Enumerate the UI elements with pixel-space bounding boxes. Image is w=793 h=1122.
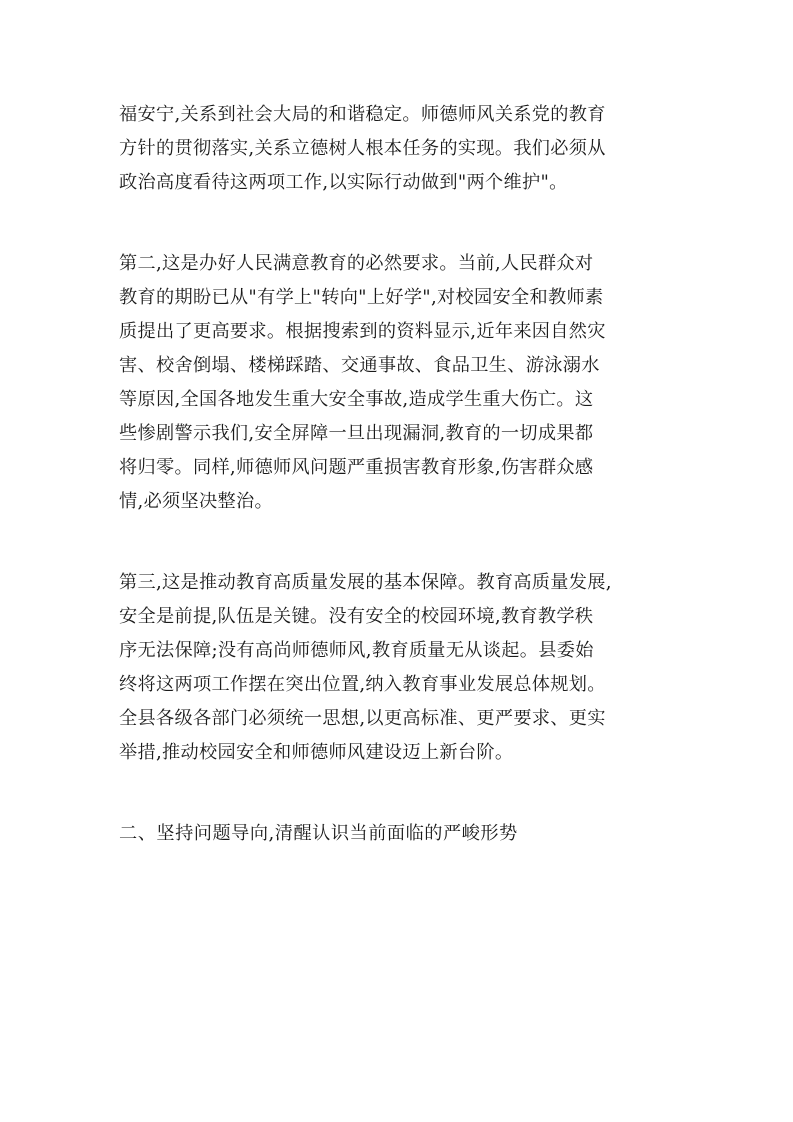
paragraph-1 bbox=[119, 98, 681, 200]
text-line: 序无法保障;没有高尚师德师风,教育质量无从谈起。县委始 bbox=[119, 640, 594, 661]
paragraph-3 bbox=[119, 566, 681, 770]
document-body bbox=[119, 98, 681, 851]
text-line: 安全是前提,队伍是关键。没有安全的校园环境,教育教学秩 bbox=[119, 606, 594, 627]
text-line: 些惨剧警示我们,安全屏障一旦出现漏洞,教育的一切成果都 bbox=[119, 423, 594, 444]
text-line: 第二,这是办好人民满意教育的必然要求。当前,人民群众对 bbox=[119, 253, 594, 274]
paragraph-spacer bbox=[119, 200, 681, 247]
text-line: 福安宁,关系到社会大局的和谐稳定。师德师风关系党的教育 bbox=[119, 104, 606, 125]
text-line: 质提出了更高要求。根据搜索到的资料显示,近年来因自然灾 bbox=[119, 321, 606, 342]
section-heading-text: 二、坚持问题导向,清醒认识当前面临的严峻形势 bbox=[119, 823, 518, 844]
section-heading bbox=[119, 817, 681, 851]
text-line: 方针的贯彻落实,关系立德树人根本任务的实现。我们必须从 bbox=[119, 138, 606, 159]
paragraph-spacer bbox=[119, 770, 681, 817]
text-line: 情,必须坚决整治。 bbox=[119, 491, 273, 512]
text-line: 第三,这是推动教育高质量发展的基本保障。教育高质量发展, bbox=[119, 572, 612, 593]
text-line: 教育的期盼已从"有学上"转向"上好学",对校园安全和教师素 bbox=[119, 287, 604, 308]
text-line: 全县各级各部门必须统一思想,以更高标准、更严要求、更实 bbox=[119, 708, 606, 729]
text-line: 终将这两项工作摆在突出位置,纳入教育事业发展总体规划。 bbox=[119, 674, 606, 695]
text-line: 举措,推动校园安全和师德师风建设迈上新台阶。 bbox=[119, 742, 514, 763]
text-line: 将归零。同样,师德师风问题严重损害教育形象,伤害群众感 bbox=[119, 457, 594, 478]
text-line: 政治高度看待这两项工作,以实际行动做到"两个维护"。 bbox=[119, 172, 568, 193]
paragraph-2 bbox=[119, 247, 681, 519]
text-line: 等原因,全国各地发生重大安全事故,造成学生重大伤亡。这 bbox=[119, 389, 594, 410]
text-line: 害、校舍倒塌、楼梯踩踏、交通事故、食品卫生、游泳溺水 bbox=[119, 355, 600, 376]
paragraph-spacer bbox=[119, 519, 681, 566]
